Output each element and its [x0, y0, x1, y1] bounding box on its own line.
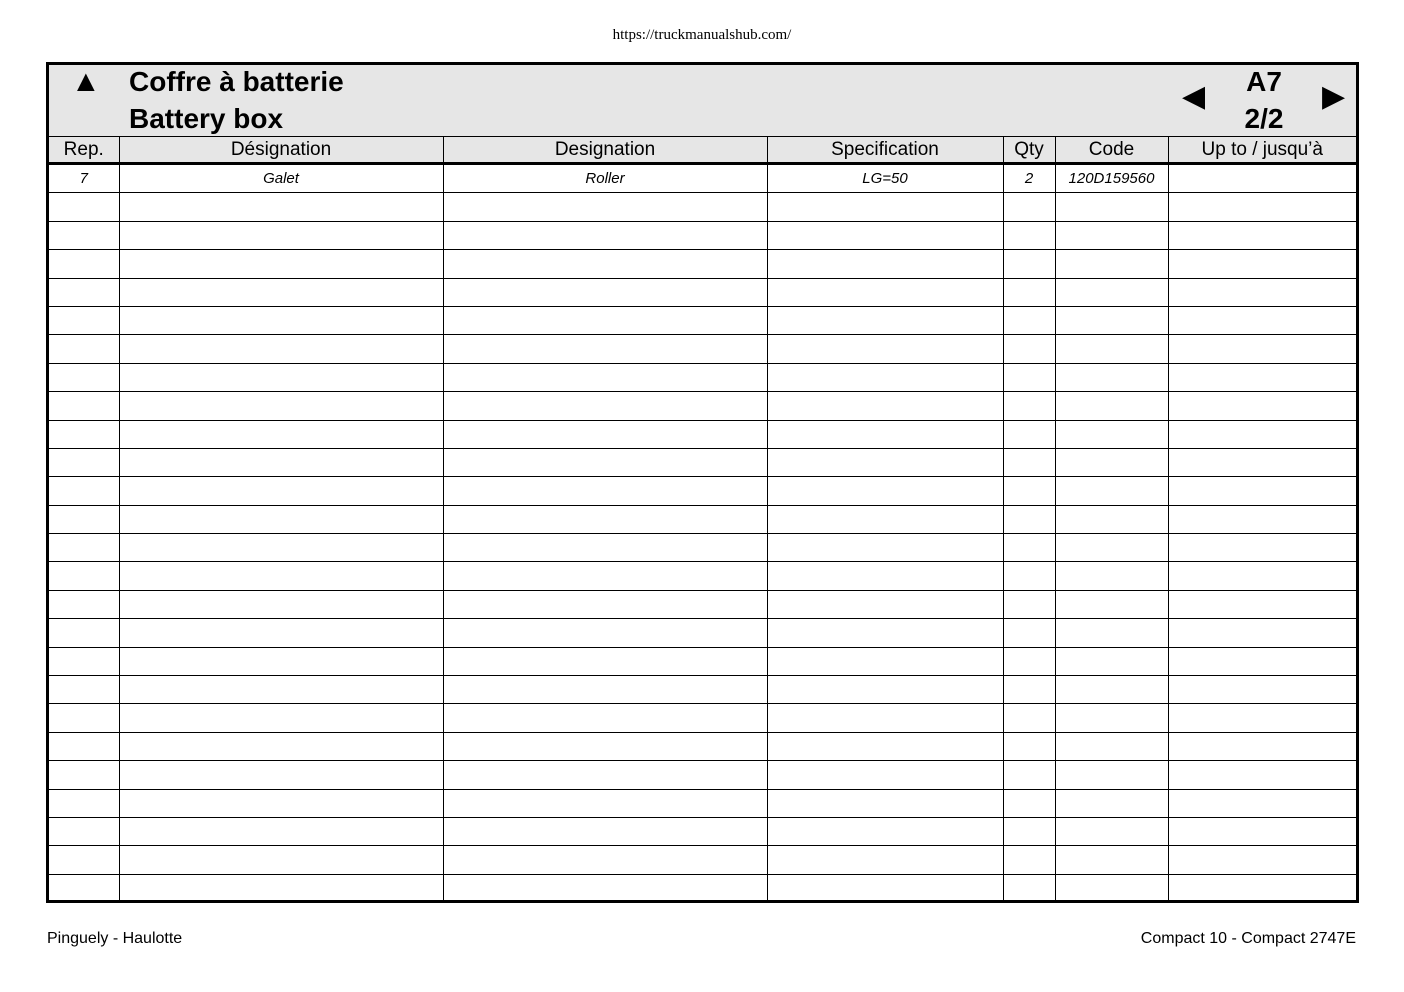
table-cell [1168, 647, 1356, 675]
table-row [49, 278, 1356, 306]
table-cell [1055, 562, 1168, 590]
table-cell [1003, 789, 1055, 817]
table-cell [49, 335, 119, 363]
parts-sheet [46, 62, 1359, 903]
table-cell [1055, 221, 1168, 249]
table-cell [767, 448, 1003, 476]
table-row [49, 420, 1356, 448]
table-cell [767, 505, 1003, 533]
table-cell [767, 619, 1003, 647]
table-row [49, 164, 1356, 193]
table-cell [49, 363, 119, 391]
title-band [49, 65, 1356, 137]
table-row [49, 619, 1356, 647]
cell-qty: 2 [1003, 164, 1055, 193]
table-cell [119, 250, 443, 278]
table-cell [767, 335, 1003, 363]
table-cell [1168, 420, 1356, 448]
column-header-code: Code [1055, 137, 1168, 164]
footer-manufacturer: Pinguely - Haulotte [47, 930, 183, 947]
table-cell [1168, 392, 1356, 420]
table-cell [1055, 420, 1168, 448]
table-cell [443, 505, 767, 533]
title-french: Coffre à batterie [129, 66, 344, 97]
cell-specification: LG=50 [767, 164, 1003, 193]
table-cell [1003, 306, 1055, 334]
table-cell [49, 619, 119, 647]
table-cell [49, 477, 119, 505]
table-row [49, 846, 1356, 874]
table-cell [443, 306, 767, 334]
header-url: https://truckmanualshub.com/ [612, 27, 792, 43]
table-row [49, 789, 1356, 817]
up-arrow-icon[interactable]: ▲ [71, 65, 101, 98]
table-cell [443, 250, 767, 278]
table-cell [1003, 874, 1055, 902]
table-cell [119, 590, 443, 618]
cell-rep: 7 [79, 170, 88, 188]
table-row [49, 250, 1356, 278]
table-cell [49, 676, 119, 704]
table-cell [49, 505, 119, 533]
table-row [49, 732, 1356, 760]
table-cell [1168, 477, 1356, 505]
table-cell [443, 761, 767, 789]
table-cell [49, 846, 119, 874]
table-cell [1168, 817, 1356, 845]
table-cell [1055, 505, 1168, 533]
table-cell [1003, 846, 1055, 874]
table-cell [1168, 874, 1356, 902]
table-cell [1055, 448, 1168, 476]
table-cell [49, 420, 119, 448]
table-cell [767, 392, 1003, 420]
table-cell [1055, 590, 1168, 618]
table-cell [49, 732, 119, 760]
table-cell [1168, 590, 1356, 618]
column-header-designation-en: Designation [443, 137, 767, 164]
table-cell [1168, 789, 1356, 817]
table-row [49, 874, 1356, 902]
table-row [49, 448, 1356, 476]
table-cell [767, 789, 1003, 817]
table-cell [767, 732, 1003, 760]
table-cell [1168, 363, 1356, 391]
column-header-qty: Qty [1003, 137, 1055, 164]
table-cell [1168, 676, 1356, 704]
table-cell [767, 590, 1003, 618]
table-cell [767, 193, 1003, 221]
table-cell [119, 732, 443, 760]
table-cell [49, 817, 119, 845]
table-cell [1168, 562, 1356, 590]
table-cell [767, 278, 1003, 306]
table-cell [443, 732, 767, 760]
table-cell [767, 761, 1003, 789]
table-cell [1055, 817, 1168, 845]
table-cell [49, 392, 119, 420]
table-cell [49, 193, 119, 221]
table-cell [1003, 221, 1055, 249]
table-cell [443, 817, 767, 845]
table-cell [767, 817, 1003, 845]
table-cell [1055, 278, 1168, 306]
table-cell [1003, 278, 1055, 306]
parts-table-body [49, 164, 1356, 903]
table-cell [443, 392, 767, 420]
page-indicator: 2/2 [1244, 103, 1284, 134]
table-cell [443, 676, 767, 704]
table-cell [119, 619, 443, 647]
table-row [49, 676, 1356, 704]
table-row [49, 306, 1356, 334]
title-english: Battery box [129, 103, 284, 134]
table-cell [767, 562, 1003, 590]
table-cell [1168, 335, 1356, 363]
table-cell [1168, 534, 1356, 562]
table-row [49, 562, 1356, 590]
table-cell [1055, 306, 1168, 334]
table-cell [767, 221, 1003, 249]
table-cell [1168, 732, 1356, 760]
table-cell [1055, 250, 1168, 278]
table-cell [1168, 704, 1356, 732]
table-cell [443, 534, 767, 562]
table-cell [1055, 874, 1168, 902]
table-cell [443, 874, 767, 902]
table-cell [443, 789, 767, 817]
table-cell [1168, 193, 1356, 221]
table-cell [1003, 193, 1055, 221]
table-cell [49, 306, 119, 334]
table-cell [1168, 761, 1356, 789]
table-cell [1055, 363, 1168, 391]
column-header-designation-fr: Désignation [119, 137, 443, 164]
table-row [49, 590, 1356, 618]
table-cell [49, 278, 119, 306]
table-cell [767, 306, 1003, 334]
table-cell [443, 363, 767, 391]
table-cell [119, 505, 443, 533]
table-cell [767, 846, 1003, 874]
table-cell [443, 278, 767, 306]
table-cell [119, 789, 443, 817]
table-cell [443, 448, 767, 476]
table-cell [49, 534, 119, 562]
table-cell [1003, 250, 1055, 278]
table-row [49, 761, 1356, 789]
table-cell [1055, 619, 1168, 647]
table-cell [1168, 250, 1356, 278]
table-cell [443, 846, 767, 874]
cell-designation-fr: Galet [119, 164, 443, 193]
table-cell [1168, 619, 1356, 647]
table-row [49, 363, 1356, 391]
table-cell [1168, 448, 1356, 476]
table-cell [1003, 647, 1055, 675]
table-cell [1003, 505, 1055, 533]
table-cell [119, 448, 443, 476]
table-cell [1003, 477, 1055, 505]
table-row [49, 534, 1356, 562]
table-cell [1003, 590, 1055, 618]
table-cell [1055, 704, 1168, 732]
table-cell [119, 874, 443, 902]
table-cell [767, 676, 1003, 704]
table-cell [119, 193, 443, 221]
table-cell [443, 193, 767, 221]
table-cell [1055, 392, 1168, 420]
table-cell [49, 562, 119, 590]
cell-designation-en: Roller [443, 164, 767, 193]
table-cell [1003, 420, 1055, 448]
table-cell [119, 363, 443, 391]
table-cell [1168, 846, 1356, 874]
table-cell [1003, 534, 1055, 562]
table-cell [119, 562, 443, 590]
table-row [49, 704, 1356, 732]
table-cell [1168, 221, 1356, 249]
table-cell [119, 221, 443, 249]
table-cell [1055, 477, 1168, 505]
table-row [49, 335, 1356, 363]
table-cell [1003, 732, 1055, 760]
table-cell [119, 306, 443, 334]
table-cell [1003, 704, 1055, 732]
table-cell [49, 590, 119, 618]
table-cell [119, 647, 443, 675]
table-cell [1055, 789, 1168, 817]
table-row [49, 193, 1356, 221]
table-cell [119, 392, 443, 420]
table-cell [119, 676, 443, 704]
table-cell [1168, 278, 1356, 306]
table-cell [767, 534, 1003, 562]
table-row [49, 505, 1356, 533]
table-cell [767, 874, 1003, 902]
table-cell [1003, 619, 1055, 647]
table-cell [119, 420, 443, 448]
table-row [49, 817, 1356, 845]
table-cell [443, 619, 767, 647]
parts-table [49, 137, 1356, 902]
table-cell [443, 647, 767, 675]
table-cell [1055, 335, 1168, 363]
table-cell [49, 250, 119, 278]
table-cell [1003, 392, 1055, 420]
table-cell [443, 335, 767, 363]
table-row [49, 221, 1356, 249]
table-cell [49, 704, 119, 732]
table-cell [119, 817, 443, 845]
table-cell [1003, 761, 1055, 789]
table-cell [767, 250, 1003, 278]
table-cell [49, 221, 119, 249]
table-cell [443, 590, 767, 618]
footer-model: Compact 10 - Compact 2747E [1140, 930, 1356, 947]
table-cell [767, 704, 1003, 732]
table-row [49, 477, 1356, 505]
table-cell [119, 477, 443, 505]
table-cell [443, 704, 767, 732]
table-cell [1055, 676, 1168, 704]
table-cell [1055, 846, 1168, 874]
table-cell [119, 761, 443, 789]
table-cell [1003, 335, 1055, 363]
table-cell [1055, 761, 1168, 789]
table-cell [49, 874, 119, 902]
cell-code: 120D159560 [1055, 164, 1168, 193]
table-header-row [49, 137, 1356, 164]
table-cell [119, 278, 443, 306]
table-cell [119, 704, 443, 732]
table-cell [49, 647, 119, 675]
table-cell [1003, 562, 1055, 590]
next-page-arrow-icon[interactable]: ▶ [1322, 80, 1346, 113]
table-cell [767, 420, 1003, 448]
table-cell [443, 420, 767, 448]
table-cell [1055, 193, 1168, 221]
table-cell [119, 335, 443, 363]
table-cell [1003, 817, 1055, 845]
table-cell [443, 221, 767, 249]
column-header-specification: Specification [767, 137, 1003, 164]
table-cell [1003, 363, 1055, 391]
table-cell [1003, 448, 1055, 476]
table-cell [1055, 534, 1168, 562]
table-cell [767, 647, 1003, 675]
column-header-rep: Rep. [49, 137, 119, 164]
table-cell [49, 448, 119, 476]
section-reference: A7 [1246, 66, 1282, 97]
table-cell [1055, 647, 1168, 675]
table-cell [767, 363, 1003, 391]
table-cell [119, 534, 443, 562]
table-row [49, 392, 1356, 420]
table-cell [49, 761, 119, 789]
table-cell [1168, 505, 1356, 533]
table-cell [443, 477, 767, 505]
column-header-up-to: Up to / jusqu’à [1168, 137, 1356, 164]
table-cell [49, 789, 119, 817]
table-cell [1055, 732, 1168, 760]
table-cell [767, 477, 1003, 505]
table-cell [1168, 306, 1356, 334]
table-cell [1003, 676, 1055, 704]
table-cell [443, 562, 767, 590]
cell-up-to [1168, 164, 1356, 193]
table-cell [119, 846, 443, 874]
previous-page-arrow-icon[interactable]: ◀ [1182, 80, 1206, 113]
table-row [49, 647, 1356, 675]
